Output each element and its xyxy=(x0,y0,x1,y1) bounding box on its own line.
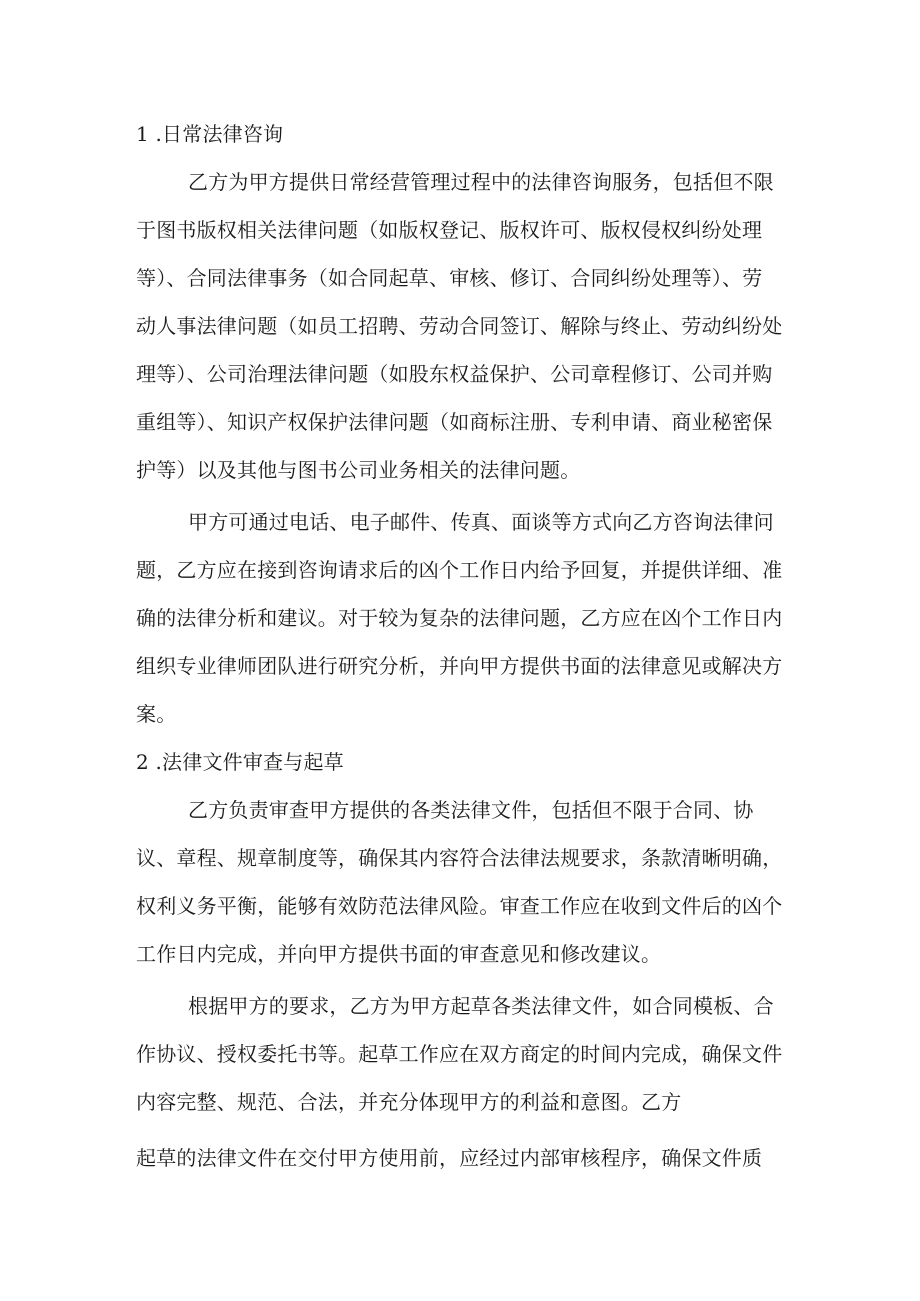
paragraph-line: 起草的法律文件在交付甲方使用前，应经过内部审核程序，确保文件质 xyxy=(136,1146,763,1170)
paragraph-line: 权利义务平衡，能够有效防范法律风险。审查工作应在收到文件后的凶个 xyxy=(136,894,783,918)
paragraph-line: 题，乙方应在接到咨询请求后的凶个工作日内给予回复，并提供详细、准 xyxy=(136,558,783,582)
paragraph-line: 组织专业律师团队进行研究分析，并向甲方提供书面的法律意见或解决方 xyxy=(136,654,783,678)
paragraph-line: 乙方负责审查甲方提供的各类法律文件，包括但不限于合同、协 xyxy=(188,798,754,822)
paragraph-line: 案。 xyxy=(136,702,177,726)
paragraph-line: 工作日内完成，并向甲方提供书面的审查意见和修改建议。 xyxy=(136,942,662,966)
paragraph-line: 于图书版权相关法律问题（如版权登记、版权许可、版权侵权纠纷处理 xyxy=(136,218,763,242)
paragraph-line: 甲方可通过电话、电子邮件、传真、面谈等方式向乙方咨询法律问 xyxy=(188,510,774,534)
paragraph-line: 理等）、公司治理法律问题（如股东权益保护、公司章程修订、公司并购 xyxy=(136,362,773,386)
paragraph-line: 根据甲方的要求，乙方为甲方起草各类法律文件，如合同模板、合 xyxy=(188,994,774,1018)
section-heading: 2 .法律文件审查与起草 xyxy=(136,750,344,774)
paragraph-line: 护等）以及其他与图书公司业务相关的法律问题。 xyxy=(136,458,581,482)
paragraph-line: 等）、合同法律事务（如合同起草、审核、修订、合同纠纷处理等）、劳 xyxy=(136,266,763,290)
paragraph-line: 乙方为甲方提供日常经营管理过程中的法律咨询服务，包括但不限 xyxy=(188,170,774,194)
paragraph-line: 议、章程、规章制度等，确保其内容符合法律法规要求，条款清晰明确， xyxy=(136,846,783,870)
paragraph-line: 作协议、授权委托书等。起草工作应在双方商定的时间内完成，确保文件 xyxy=(136,1042,783,1066)
paragraph-line: 内容完整、规范、合法，并充分体现甲方的利益和意图。乙方 xyxy=(136,1090,682,1114)
paragraph-line: 重组等）、知识产权保护法律问题（如商标注册、专利申请、商业秘密保 xyxy=(136,410,773,434)
paragraph-line: 动人事法律问题（如员工招聘、劳动合同签订、解除与终止、劳动纠纷处 xyxy=(136,314,783,338)
section-heading: 1 .日常法律咨询 xyxy=(136,122,284,146)
paragraph-line: 确的法律分析和建议。对于较为复杂的法律问题，乙方应在凶个工作日内 xyxy=(136,606,783,630)
